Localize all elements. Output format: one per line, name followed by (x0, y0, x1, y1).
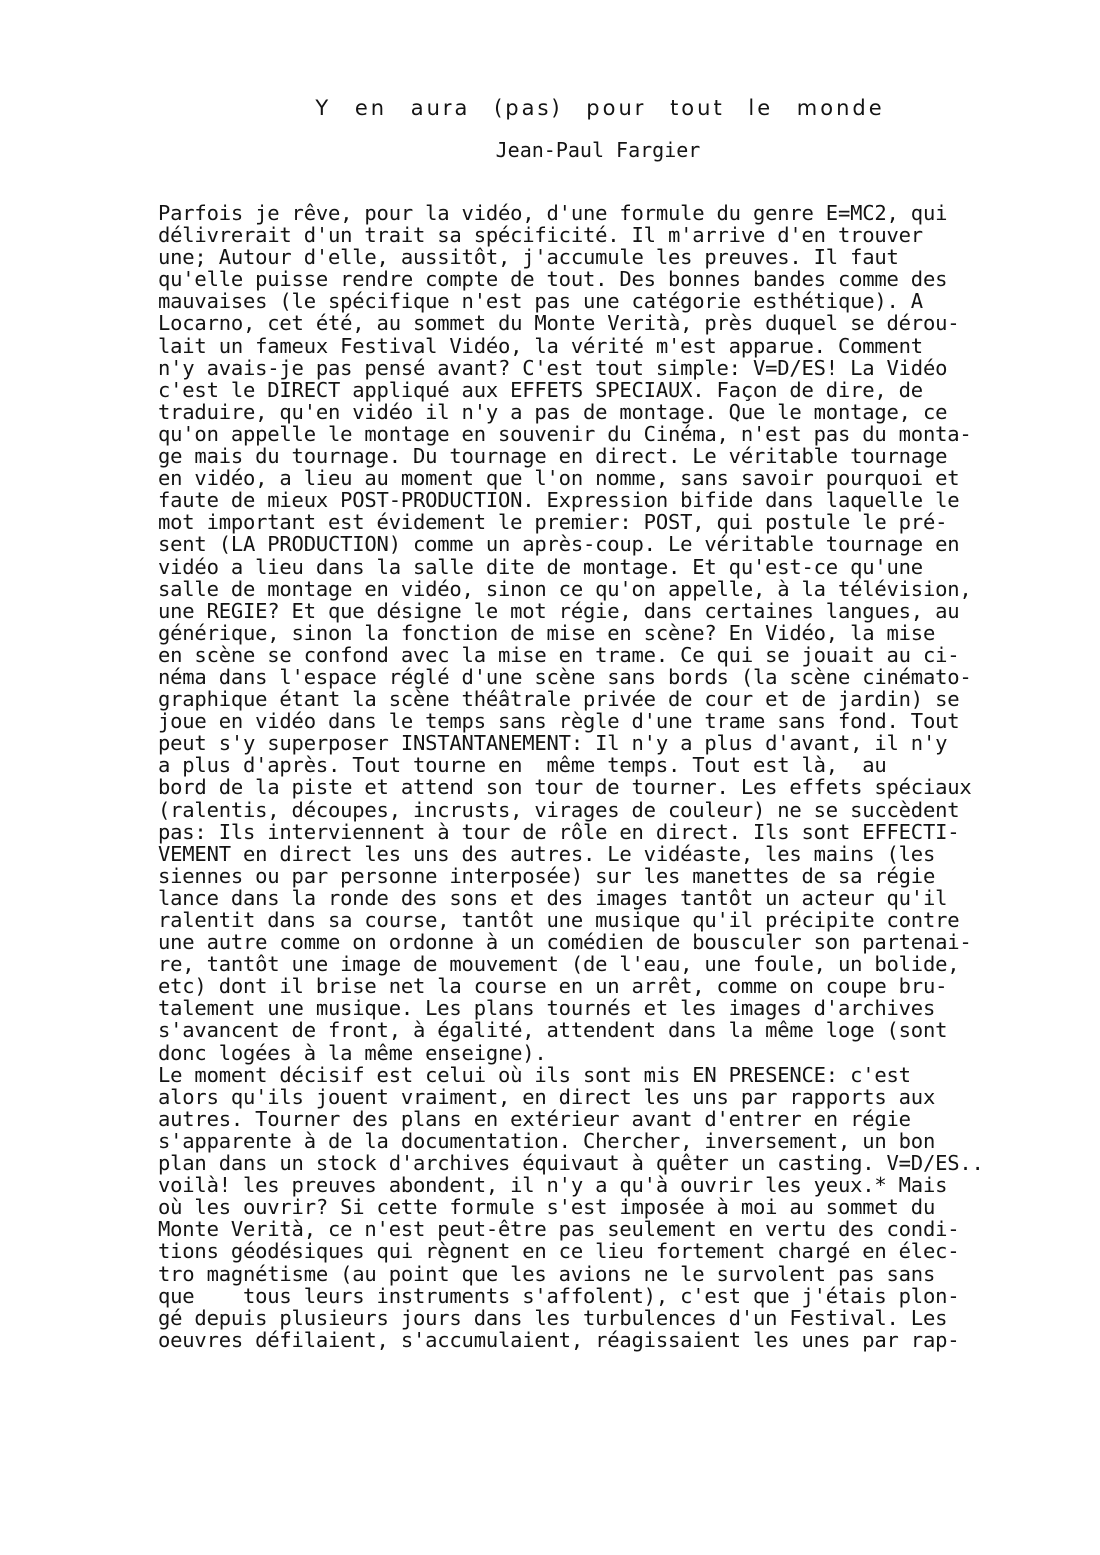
text-line: lait un fameux Festival Vidéo, la vérité m'est apparue. Comment (158, 333, 923, 358)
text-line: mauvaises (le spécifique n'est pas une catégorie esthétique). A (158, 289, 923, 314)
text-line: a plus d'après. Tout tourne en même temps. Tout est là, au (158, 753, 887, 778)
text-line: donc logées à la même enseigne). (158, 1040, 547, 1065)
body-text (158, 202, 1088, 1351)
text-line: faute de mieux POST-PRODUCTION. Expression bifide dans laquelle le (158, 488, 960, 513)
text-line: peut s'y superposer INSTANTANEMENT: Il n'y a plus d'avant, il n'y (158, 731, 948, 756)
text-line: ge mais du tournage. Du tournage en direct. Le véritable tournage (158, 444, 948, 469)
text-line: alors qu'ils jouent vraiment, en direct les uns par rapports aux (158, 1084, 936, 1109)
text-line: tions géodésiques qui règnent en ce lieu fortement chargé en élec- (158, 1239, 960, 1264)
text-line: une autre comme on ordonne à un comédien de bousculer son partenai- (158, 930, 972, 955)
text-line: traduire, qu'en vidéo il n'y a pas de montage. Que le montage, ce (158, 399, 948, 424)
text-line: qu'elle puisse rendre compte de tout. Des bonnes bandes comme des (158, 267, 948, 292)
text-line: ralentit dans sa course, tantôt une musique qu'il précipite contre (158, 908, 960, 932)
text-line: générique, sinon la fonction de mise en scène? En Vidéo, la mise (158, 620, 936, 645)
text-line: lance dans la ronde des sons et des images tantôt un acteur qu'il (158, 885, 948, 910)
text-line: VEMENT en direct les uns des autres. Le vidéaste, les mains (les (158, 841, 936, 866)
text-line: s'avancent de front, à égalité, attendent dans la même loge (sont (158, 1018, 948, 1043)
text-line: talement une musique. Les plans tournés et les images d'archives (158, 996, 936, 1021)
text-line: salle de montage en vidéo, sinon ce qu'on appelle, à la télévision, (158, 576, 972, 601)
text-line: voilà! les preuves abondent, il n'y a qu'à ouvrir les yeux.* Mais (158, 1173, 948, 1198)
text-line: Parfois je rêve, pour la vidéo, d'une formule du genre E=MC2, qui (158, 201, 948, 225)
text-line: délivrerait d'un trait sa spécificité. Il m'arrive d'en trouver (158, 223, 923, 248)
text-line: en scène se confond avec la mise en trame. Ce qui se jouait au ci- (158, 642, 960, 667)
text-line: (ralentis, découpes, incrusts, virages de couleur) ne se succèdent (158, 797, 960, 822)
text-line: graphique étant la scène théâtrale privée de cour et de jardin) se (158, 687, 960, 712)
text-line: c'est le DIRECT appliqué aux EFFETS SPECIAUX. Façon de dire, de (158, 377, 923, 402)
text-line: qu'on appelle le montage en souvenir du Cinéma, n'est pas du monta- (158, 421, 972, 446)
text-line: une; Autour d'elle, aussitôt, j'accumule les preuves. Il faut (158, 245, 899, 270)
text-line: où les ouvrir? Si cette formule s'est imposée à moi au sommet du (158, 1195, 936, 1220)
text-line: n'y avais-je pas pensé avant? C'est tout simple: V=D/ES! La Vidéo (158, 355, 948, 380)
text-line: Monte Verità, ce n'est peut-être pas seulement en vertu des condi- (158, 1217, 960, 1242)
text-line: Le moment décisif est celui où ils sont mis EN PRESENCE: c'est (158, 1062, 911, 1087)
text-line: siennes ou par personne interposée) sur les manettes de sa régie (158, 863, 936, 888)
text-line: pas: Ils interviennent à tour de rôle en direct. Ils sont EFFECTI- (158, 819, 960, 844)
text-line: vidéo a lieu dans la salle dite de montage. Et qu'est-ce qu'une (158, 554, 923, 579)
text-line: plan dans un stock d'archives équivaut à quêter un casting. V=D/ES.. (158, 1151, 984, 1176)
document-title: Y en aura (pas) pour tout le monde (315, 96, 885, 120)
text-line: néma dans l'espace réglé d'une scène sans bords (la scène cinémato- (158, 664, 972, 689)
text-line: tro magnétisme (au point que les avions ne le survolent pas sans (158, 1261, 936, 1286)
text-line: autres. Tourner des plans en extérieur avant d'entrer en régie (158, 1106, 911, 1131)
text-line: en vidéo, a lieu au moment que l'on nomme, sans savoir pourquoi et (158, 466, 960, 491)
text-line: bord de la piste et attend son tour de tourner. Les effets spéciaux (158, 775, 972, 800)
text-line: gé depuis plusieurs jours dans les turbulences d'un Festival. Les (158, 1305, 948, 1330)
text-line: etc) dont il brise net la course en un arrêt, comme on coupe bru- (158, 974, 948, 999)
text-line: joue en vidéo dans le temps sans règle d'une trame sans fond. Tout (158, 709, 960, 734)
text-line: une REGIE? Et que désigne le mot régie, dans certaines langues, au (158, 598, 960, 623)
text-line: re, tantôt une image de mouvement (de l'eau, une foule, un bolide, (158, 952, 960, 977)
text-line: oeuvres défilaient, s'accumulaient, réagissaient les unes par rap- (158, 1327, 960, 1352)
text-line: sent (LA PRODUCTION) comme un après-coup. Le véritable tournage en (158, 532, 960, 557)
text-line: que tous leurs instruments s'affolent), c'est que j'étais plon- (158, 1283, 960, 1308)
text-line: s'apparente à de la documentation. Chercher, inversement, un bon (158, 1128, 936, 1153)
document-author: Jean-Paul Fargier (495, 138, 701, 162)
text-line: mot important est évidement le premier: POST, qui postule le pré- (158, 510, 948, 535)
text-line: Locarno, cet été, au sommet du Monte Verità, près duquel se dérou- (158, 311, 960, 336)
